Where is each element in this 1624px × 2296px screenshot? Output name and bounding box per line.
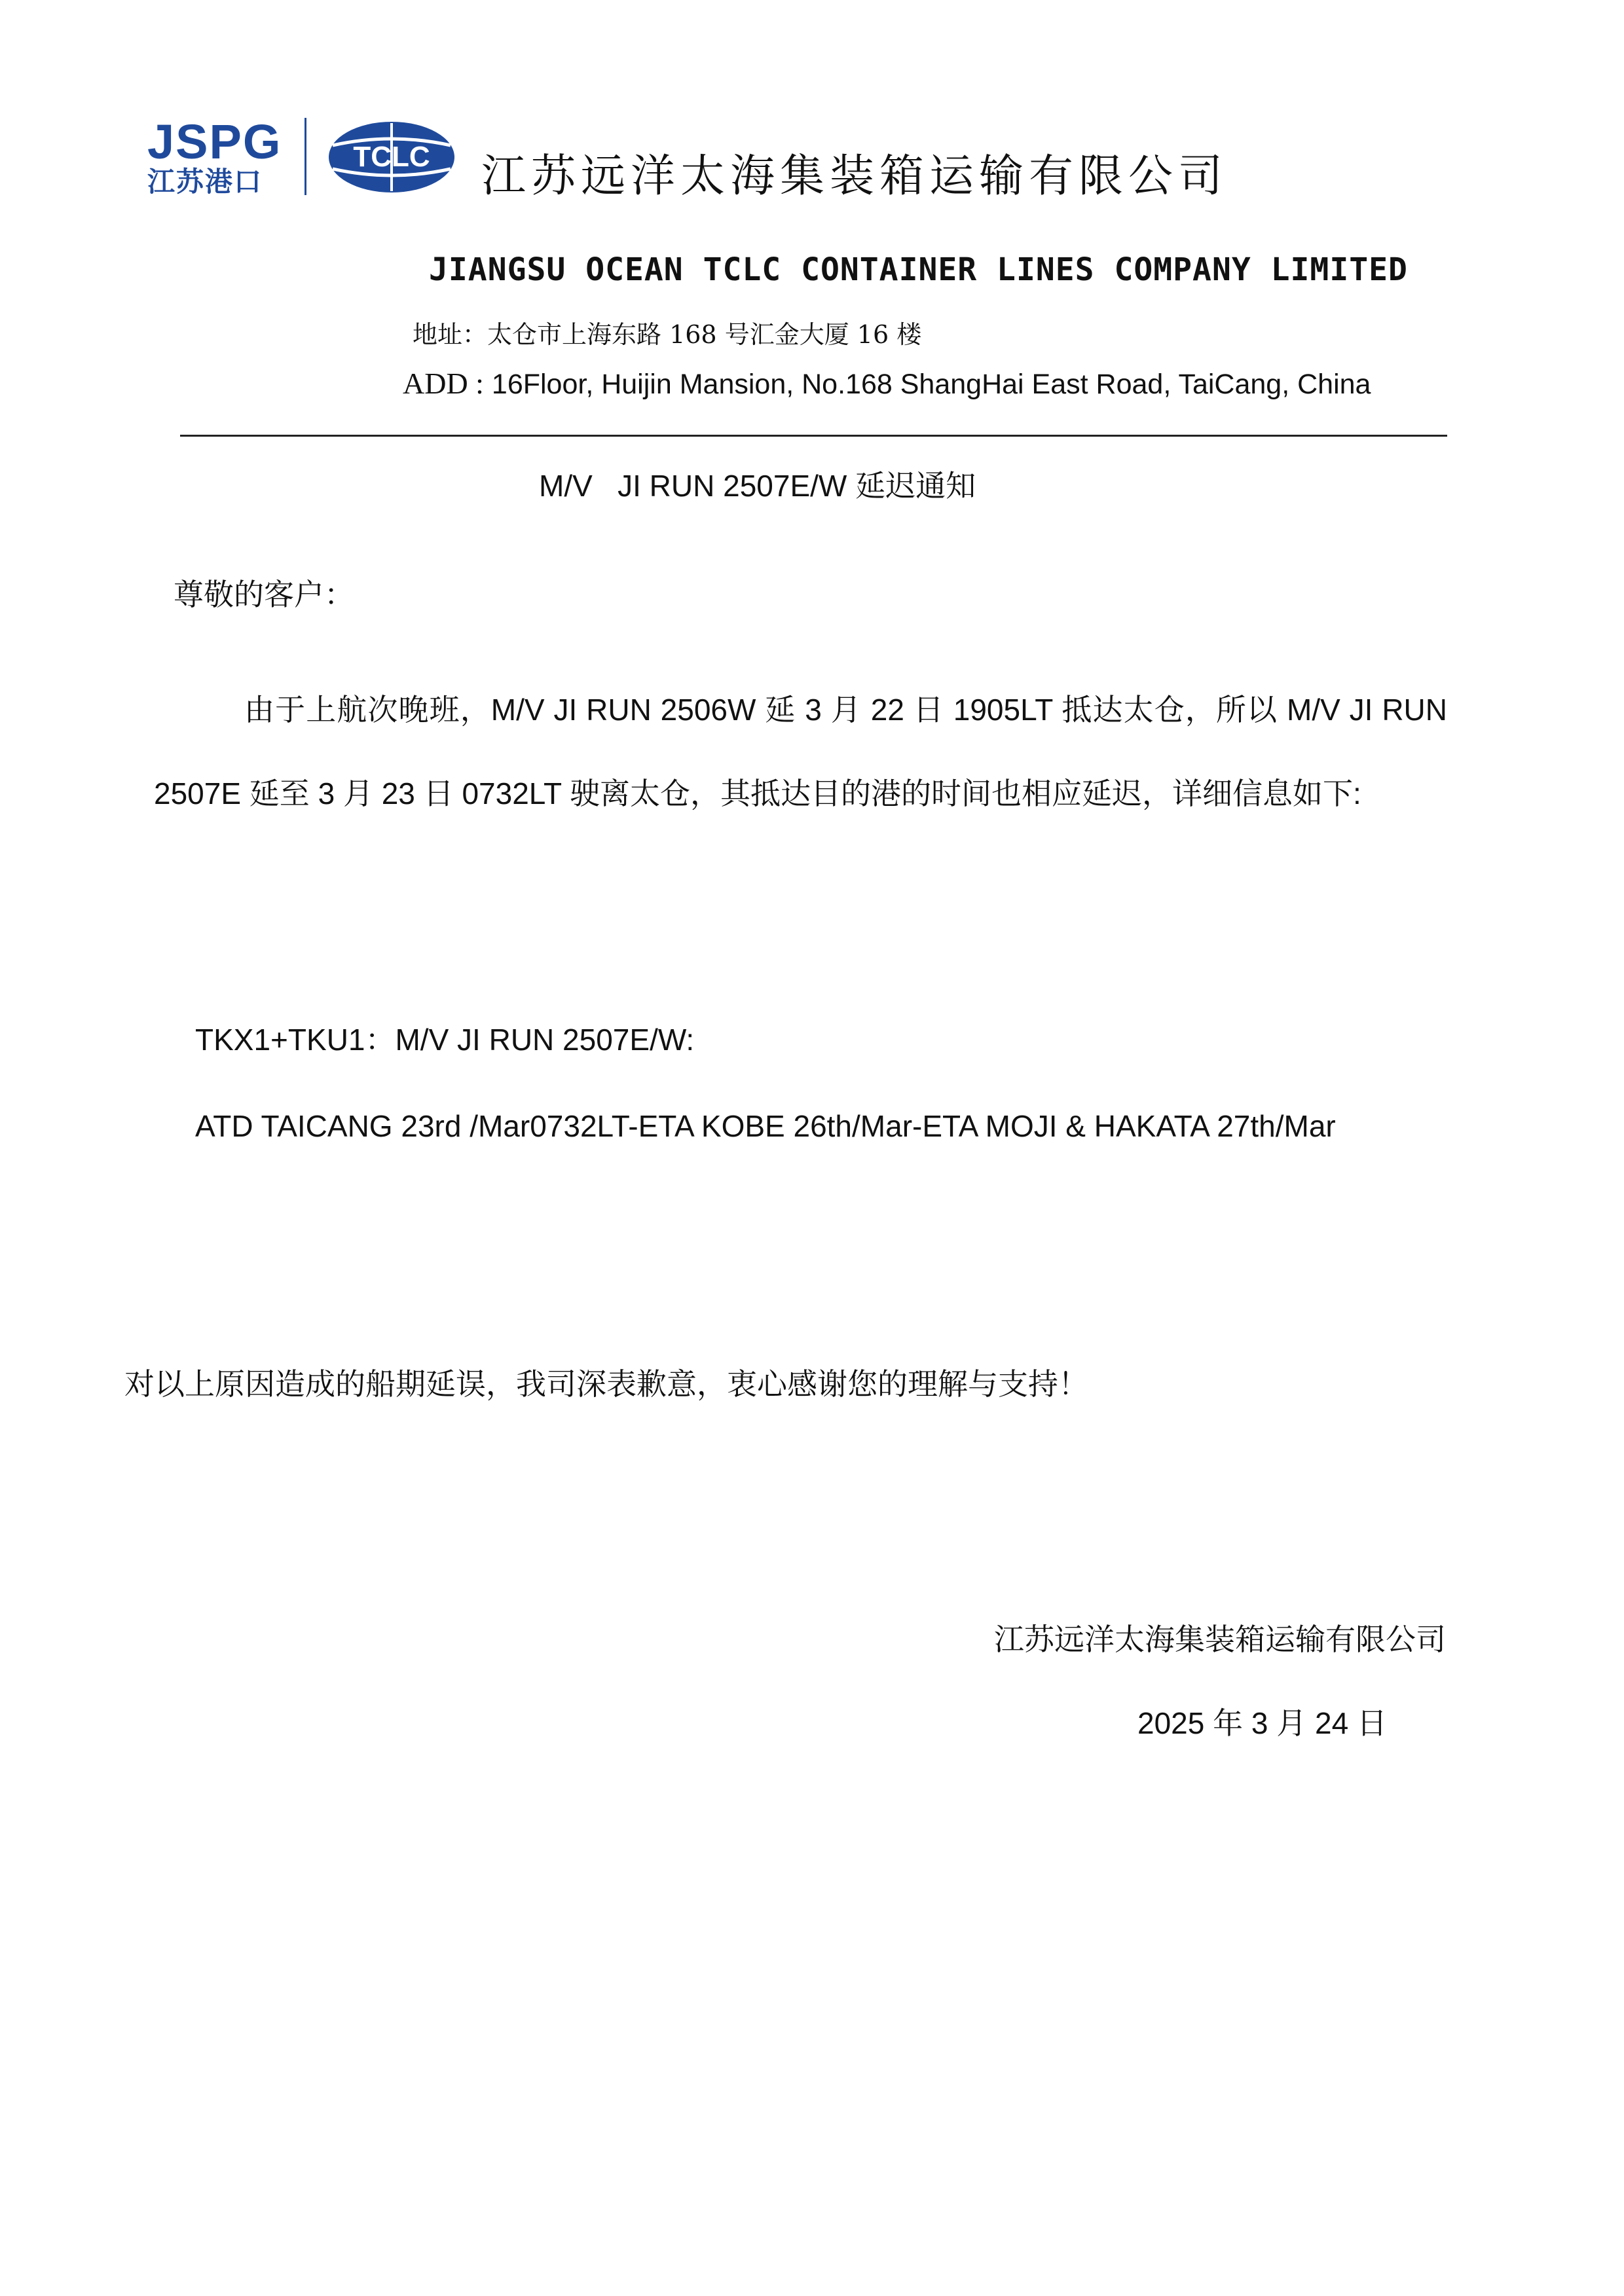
- address-en-text: 16Floor, Huijin Mansion, No.168 ShangHai East Road, TaiCang, China: [483, 369, 1371, 400]
- schedule-route: ATD TAICANG 23rd /Mar0732LT-ETA KOBE 26th/Mar-ETA MOJI & HAKATA 27th/Mar: [195, 1109, 1336, 1143]
- company-name-en: JIANGSU OCEAN TCLC CONTAINER LINES COMPANY LIMITED: [429, 251, 1408, 288]
- logo-divider: [304, 118, 306, 195]
- greeting: 尊敬的客户：: [174, 577, 354, 612]
- tclc-logo-text: TCLC: [353, 141, 430, 173]
- tclc-logo: [326, 119, 457, 195]
- jspg-logo-subtitle: 江苏港口: [147, 166, 263, 198]
- address-cn: 地址：太仓市上海东路 168 号汇金大厦 16 楼: [413, 320, 922, 349]
- notice-title: M/V JI RUN 2507E/W 延迟通知: [539, 469, 976, 503]
- company-name-cn: 江苏远洋太海集装箱运输有限公司: [481, 151, 1228, 202]
- apology-text: 对以上原因造成的船期延误，我司深表歉意，衷心感谢您的理解与支持！: [124, 1366, 1088, 1402]
- header-divider: [180, 435, 1447, 437]
- schedule-header: TKX1+TKU1：M/V JI RUN 2507E/W:: [195, 1023, 695, 1057]
- address-en-label: ADD :: [403, 367, 484, 400]
- jspg-logo-brand: JSPG: [147, 115, 282, 169]
- signature-date: 2025 年 3 月 24 日: [1137, 1706, 1387, 1740]
- signature-company: 江苏远洋太海集装箱运输有限公司: [994, 1622, 1446, 1657]
- notice-body: 由于上航次晚班，M/V JI RUN 2506W 延 3 月 22 日 1905LT 抵达太仓，所以 M/V JI RUN 2507E 延至 3 月 23 日 0732LT 驶离太仓，其抵达目的港的时间也相应延迟，详细信息如下:: [154, 693, 1447, 811]
- jspg-logo: [147, 115, 295, 198]
- address-en: [403, 367, 1371, 401]
